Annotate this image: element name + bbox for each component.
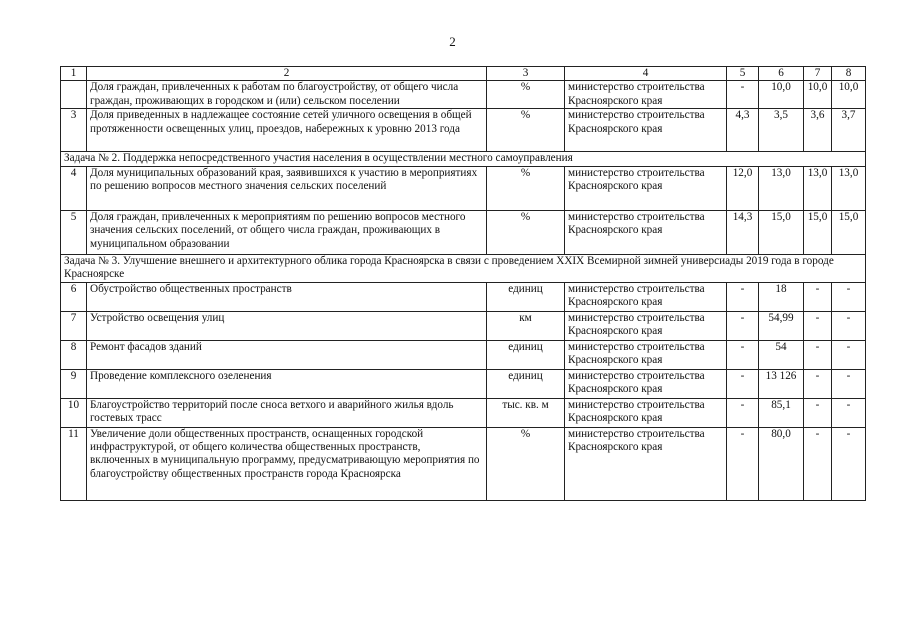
value-col8: 15,0 [832,210,866,254]
header-cell: 8 [832,67,866,81]
table-row [61,427,866,500]
row-number: 3 [61,109,87,152]
value-col6: 10,0 [759,81,804,109]
value-col5: 4,3 [727,109,759,152]
unit-cell: % [487,109,565,152]
table-row [61,109,866,152]
task-row [61,254,866,282]
header-cell: 5 [727,67,759,81]
unit-cell: % [487,210,565,254]
indicator-name: Благоустройство территорий после сноса ветхого и аварийного жилья вдоль гостевых трасс [87,398,487,427]
value-col6: 18 [759,282,804,311]
indicator-name: Устройство освещения улиц [87,311,487,340]
value-col7: - [804,282,832,311]
responsible-org: министерство строительства Красноярского края [565,282,727,311]
responsible-org: министерство строительства Красноярского края [565,369,727,398]
table-row [61,166,866,210]
page-number: 2 [449,34,456,49]
value-col7: - [804,369,832,398]
value-col7: 13,0 [804,166,832,210]
row-number [61,81,87,109]
responsible-org: министерство строительства Красноярского края [565,398,727,427]
row-number: 4 [61,166,87,210]
header-cell: 4 [565,67,727,81]
value-col5: - [727,369,759,398]
value-col6: 13 126 [759,369,804,398]
value-col8: 3,7 [832,109,866,152]
indicator-name: Обустройство общественных пространств [87,282,487,311]
responsible-org: министерство строительства Красноярского края [565,427,727,500]
row-number: 9 [61,369,87,398]
value-col5: - [727,81,759,109]
value-col8: - [832,282,866,311]
indicator-name: Доля граждан, привлеченных к работам по благоустройству, от общего числа граждан, проживающих в городском и (или) сельском поселении [87,81,487,109]
row-number: 10 [61,398,87,427]
header-cell: 1 [61,67,87,81]
responsible-org: министерство строительства Красноярского края [565,166,727,210]
value-col7: - [804,311,832,340]
responsible-org: министерство строительства Красноярского края [565,210,727,254]
value-col5: - [727,340,759,369]
indicator-name: Увеличение доли общественных пространств, оснащенных городской инфраструктурой, от общего количества общественных пространств, включенных в муниципальную программу, предусматривающую мероприятия по благоустройству общественных пространств города Красноярска [87,427,487,500]
responsible-org: министерство строительства Красноярского края [565,340,727,369]
value-col7: 3,6 [804,109,832,152]
value-col7: - [804,340,832,369]
row-number: 8 [61,340,87,369]
value-col5: - [727,311,759,340]
table-row [61,340,866,369]
responsible-org: министерство строительства Красноярского края [565,311,727,340]
row-number: 7 [61,311,87,340]
value-col8: - [832,340,866,369]
unit-cell: единиц [487,369,565,398]
table-row [61,369,866,398]
table-row [61,282,866,311]
header-cell: 2 [87,67,487,81]
value-col5: - [727,282,759,311]
unit-cell: тыс. кв. м [487,398,565,427]
value-col7: 10,0 [804,81,832,109]
value-col6: 85,1 [759,398,804,427]
indicator-name: Доля приведенных в надлежащее состояние сетей уличного освещения в общей протяженности освещенных улиц, проездов, набережных к уровню 2013 года [87,109,487,152]
responsible-org: министерство строительства Красноярского края [565,109,727,152]
row-number: 6 [61,282,87,311]
value-col5: - [727,427,759,500]
task-row [61,152,866,166]
value-col7: - [804,427,832,500]
value-col6: 3,5 [759,109,804,152]
header-cell: 6 [759,67,804,81]
indicators-table [60,66,866,501]
value-col6: 54 [759,340,804,369]
value-col8: - [832,311,866,340]
indicator-name: Доля граждан, привлеченных к мероприятиям по решению вопросов местного значения сельских поселений, от общего числа граждан, проживающих в муниципальном образовании [87,210,487,254]
row-number: 5 [61,210,87,254]
header-cell: 7 [804,67,832,81]
value-col5: - [727,398,759,427]
value-col7: - [804,398,832,427]
unit-cell: единиц [487,282,565,311]
header-cell: 3 [487,67,565,81]
indicator-name: Проведение комплексного озеленения [87,369,487,398]
value-col6: 15,0 [759,210,804,254]
indicator-name: Доля муниципальных образований края, заявившихся к участию в мероприятиях по решению вопросов местного значения сельских поселений [87,166,487,210]
value-col8: 10,0 [832,81,866,109]
unit-cell: % [487,81,565,109]
value-col8: - [832,427,866,500]
task-3-heading: Задача № 3. Улучшение внешнего и архитектурного облика города Красноярска в связи с проведением XXIX Всемирной зимней универсиады 2019 года в городе Красноярске [61,254,866,282]
value-col6: 80,0 [759,427,804,500]
value-col8: 13,0 [832,166,866,210]
table-row [61,81,866,109]
table-row [61,311,866,340]
table-row [61,398,866,427]
value-col6: 13,0 [759,166,804,210]
unit-cell: единиц [487,340,565,369]
value-col8: - [832,369,866,398]
value-col7: 15,0 [804,210,832,254]
responsible-org: министерство строительства Красноярского края [565,81,727,109]
unit-cell: % [487,427,565,500]
row-number: 11 [61,427,87,500]
value-col5: 14,3 [727,210,759,254]
value-col6: 54,99 [759,311,804,340]
unit-cell: км [487,311,565,340]
value-col5: 12,0 [727,166,759,210]
table-row [61,210,866,254]
unit-cell: % [487,166,565,210]
table-header-row [61,67,866,81]
value-col8: - [832,398,866,427]
indicator-name: Ремонт фасадов зданий [87,340,487,369]
task-2-heading: Задача № 2. Поддержка непосредственного участия населения в осуществлении местного самоуправления [61,152,866,166]
